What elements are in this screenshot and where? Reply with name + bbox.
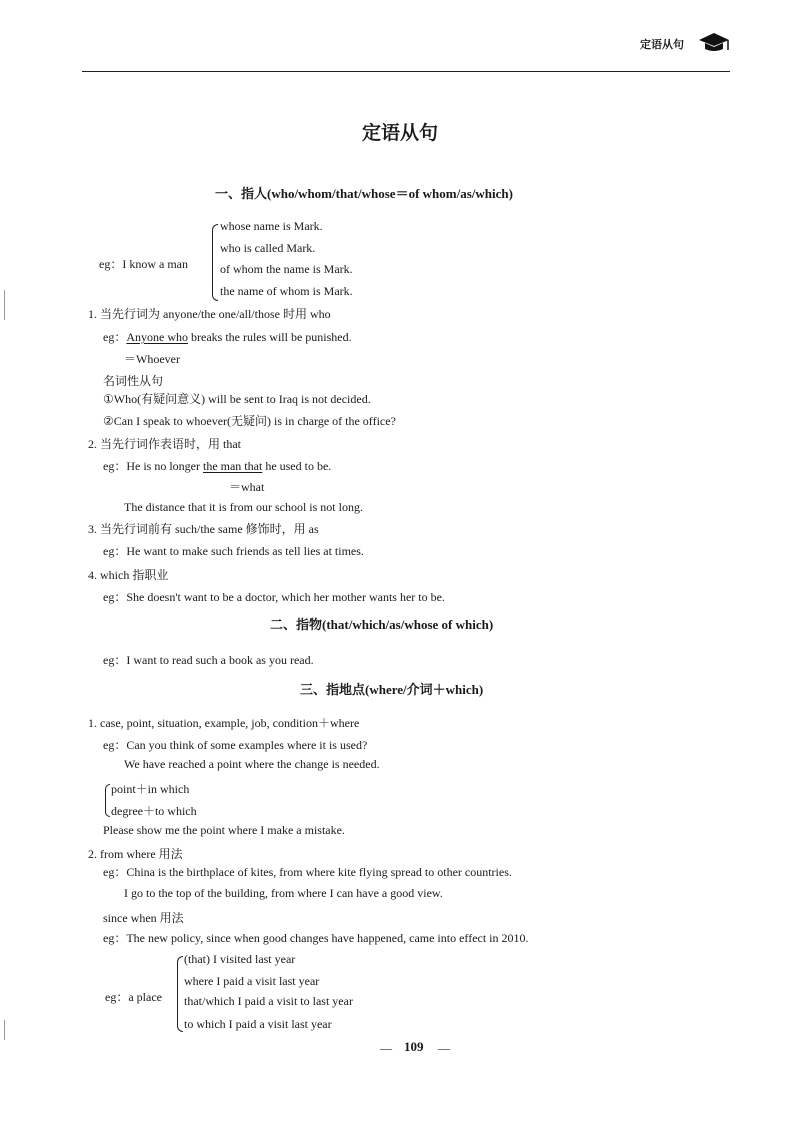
example-sentence: I go to the top of the building, from where I can have a good view. [124, 886, 443, 900]
rule-item: 2. from where 用法 [88, 847, 183, 861]
example-option: (that) I visited last year [184, 952, 296, 966]
option: degree＋to which [111, 804, 197, 818]
rule-item: 4. which 指职业 [88, 568, 169, 582]
example-sentence: We have reached a point where the change is needed. [124, 757, 380, 771]
example-option: whose name is Mark. [220, 219, 323, 233]
rule-item: 3. 当先行词前有 such/the same 修饰时，用 as [88, 522, 319, 536]
eg-rest: he used to be. [262, 459, 332, 473]
example-option: who is called Mark. [220, 241, 316, 255]
example-sentence [103, 457, 331, 474]
subheading: since when 用法 [103, 911, 184, 925]
example-sentence: Please show me the point where I make a mistake. [103, 823, 345, 837]
eg-prefix: eg： [103, 330, 127, 344]
eg-prefix: eg：He is no longer [103, 459, 203, 473]
brace [212, 224, 218, 301]
edge-mark [4, 1020, 5, 1040]
rule-item: 2. 当先行词作表语时，用 that [88, 437, 241, 451]
example-sentence: eg：He want to make such friends as tell lies at times. [103, 544, 364, 558]
example-sentence: ②Can I speak to whoever(无疑问) is in charge of the office? [103, 414, 396, 428]
page-title: 定语从句 [361, 122, 438, 144]
example-option: where I paid a visit last year [184, 974, 320, 988]
example-option: that/which I paid a visit to last year [184, 994, 353, 1008]
page-dash-left: — [380, 1041, 392, 1055]
example-option: to which I paid a visit last year [184, 1017, 332, 1031]
example-sentence: ①Who(有疑问意义) will be sent to Iraq is not decided. [103, 392, 371, 406]
equivalent: ＝what [229, 480, 265, 494]
example-sentence [103, 328, 352, 345]
example-option: the name of whom is Mark. [220, 284, 353, 298]
example-sentence: The distance that it is from our school is not long. [124, 500, 363, 514]
section-heading: 二、指物(that/which/as/whose of which) [270, 617, 494, 632]
example-lead: eg：I know a man [99, 257, 188, 271]
brace [177, 956, 183, 1032]
underlined-phrase: the man that [202, 459, 263, 473]
brace [105, 784, 110, 817]
header-rule [82, 71, 730, 72]
section-heading: 三、指地点(where/介词＋which) [300, 682, 484, 697]
example-sentence: eg：China is the birthplace of kites, from where kite flying spread to other countries. [103, 865, 512, 879]
example-option: of whom the name is Mark. [220, 262, 353, 276]
example-sentence: eg：The new policy, since when good changes have happened, came into effect in 2010. [103, 931, 529, 945]
section-heading: 一、指人(who/whom/that/whose＝of whom/as/which) [215, 186, 513, 201]
eg-rest: breaks the rules will be punished. [188, 330, 352, 344]
page-dash-right: — [438, 1041, 450, 1055]
header-label: 定语从句 [640, 38, 684, 51]
example-sentence: eg：I want to read such a book as you read. [103, 653, 314, 667]
example-sentence: eg：She doesn't want to be a doctor, which her mother wants her to be. [103, 590, 445, 604]
equivalent: ＝Whoever [124, 352, 180, 366]
graduation-cap-icon [697, 31, 731, 58]
subheading: 名词性从句 [103, 374, 164, 388]
rule-item: 1. 当先行词为 anyone/the one/all/those 时用 who [88, 307, 331, 321]
example-sentence: eg：Can you think of some examples where it is used? [103, 738, 368, 752]
edge-mark [4, 290, 5, 320]
rule-item: 1. case, point, situation, example, job, condition＋where [88, 716, 360, 730]
option: point＋in which [111, 782, 190, 796]
page-number: 109 [404, 1039, 424, 1054]
example-lead: eg：a place [105, 990, 162, 1004]
underlined-phrase: Anyone who [126, 330, 188, 344]
